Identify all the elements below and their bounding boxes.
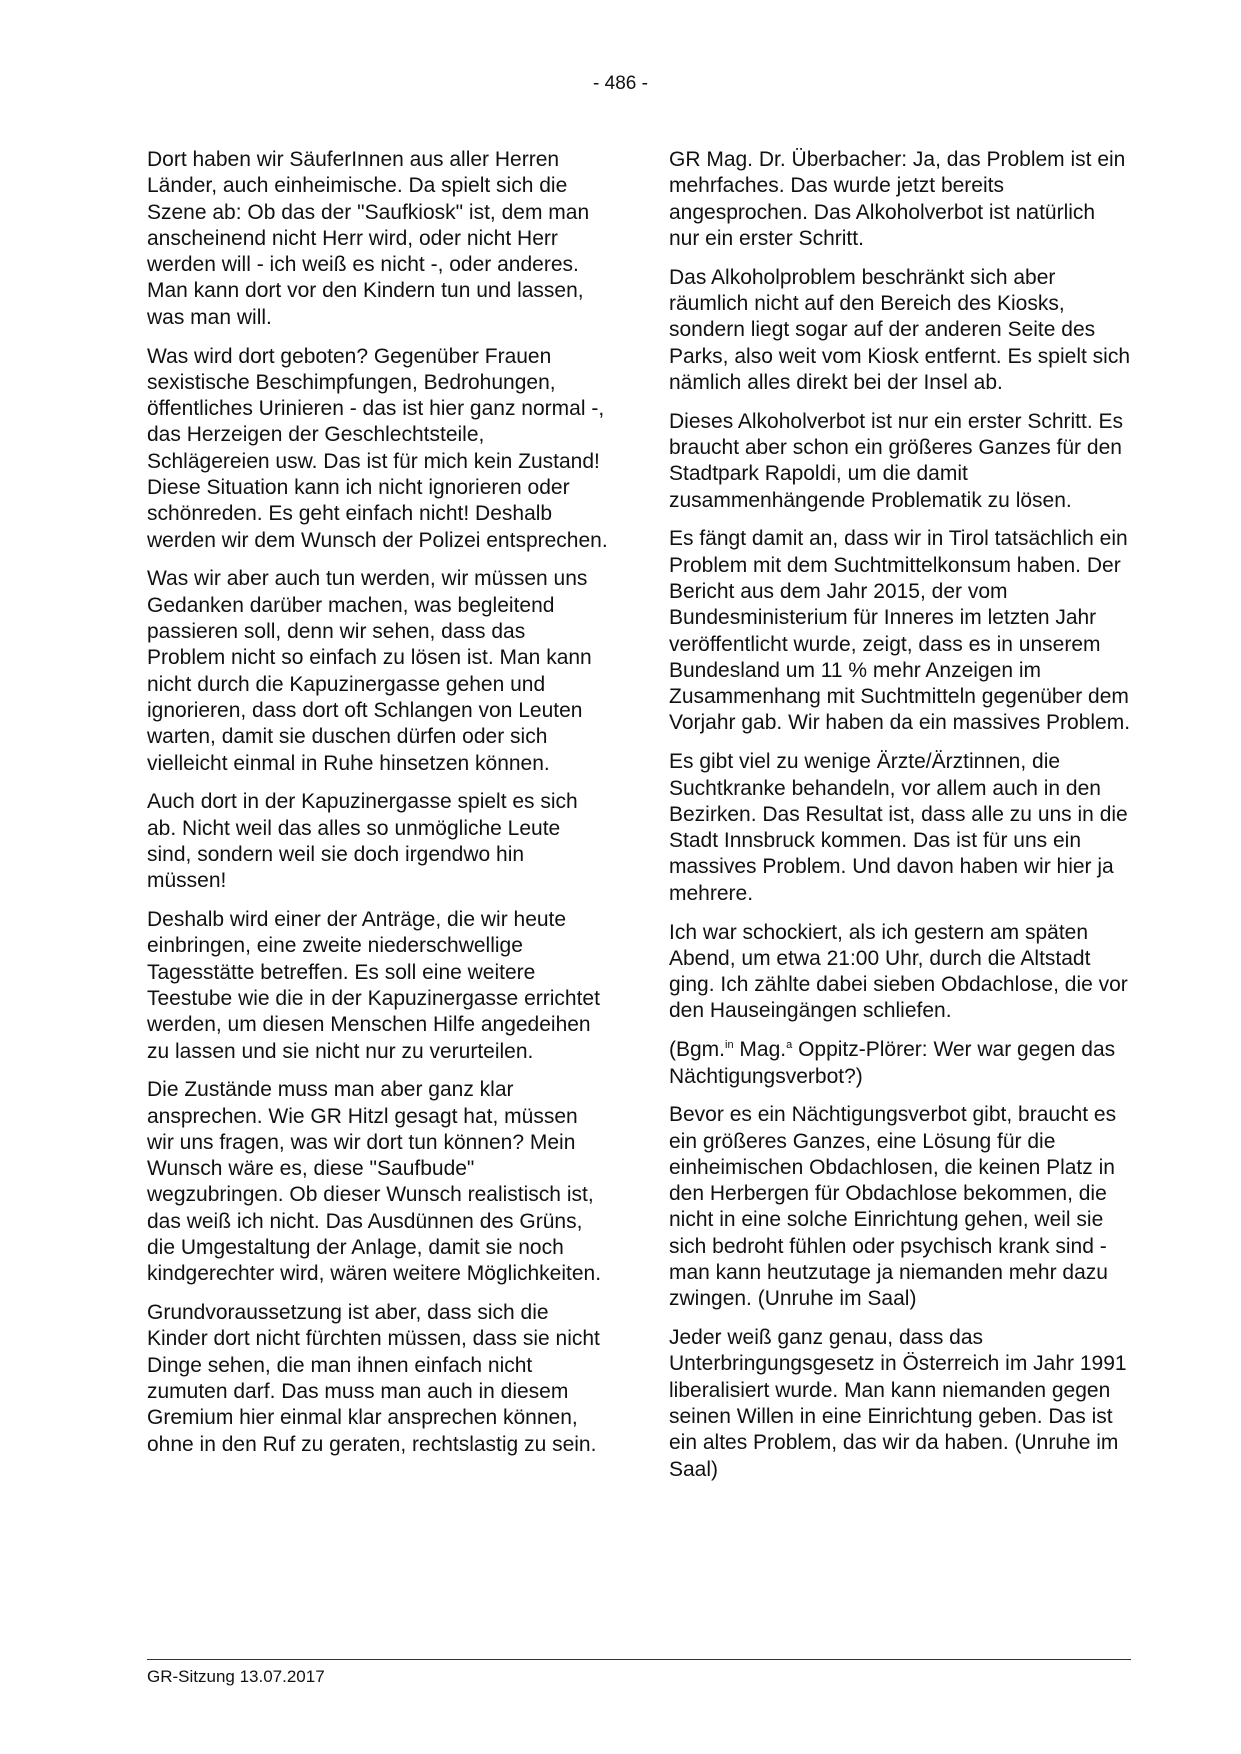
paragraph: Es gibt viel zu wenige Ärzte/Ärztinnen, die Suchtkranke behandeln, vor allem auch in den Bezirken. Das Resultat ist, dass alle zu uns in die Stadt Innsbruck kommen. Das ist für uns ein massives Problem. Und davon haben wir hier ja mehrere. — [669, 750, 1128, 905]
superscript: a — [786, 1039, 793, 1052]
interjection — [669, 1037, 1131, 1090]
paragraph: Ich war schockiert, als ich gestern am späten Abend, um etwa 21:00 Uhr, durch die Altstadt ging. Ich zählte dabei sieben Obdachlose, die vor den Hauseingängen schliefen. — [669, 920, 1128, 1023]
paragraph: Das Alkoholproblem beschränkt sich aber räumlich nicht auf den Bereich des Kiosks, sondern liegt sogar auf der anderen Seite des Parks, also weit vom Kiosk entfernt. Es spielt sich nämlich alles direkt bei der Insel ab. — [669, 265, 1131, 394]
paragraph: Die Zustände muss man aber ganz klar ansprechen. Wie GR Hitzl gesagt hat, müssen wir uns fragen, was wir dort tun können? Mein Wunsch wäre es, diese "Saufbude" wegzubringen. Ob dieser Wunsch realistisch ist, das weiß ich nicht. Das Ausdünnen des Grüns, die Umgestaltung der Anlage, damit sie noch kindgerechter wird, wären weitere Möglichkeiten. — [147, 1078, 602, 1286]
left-column — [147, 147, 609, 1470]
page-number: - 486 - — [593, 73, 648, 94]
paragraph: Deshalb wird einer der Anträge, die wir heute einbringen, eine zweite niederschwellige Tagesstätte betreffen. Es soll eine weitere Teestube wie die in der Kapuzinergasse errichtet werden, um diesen Menschen Hilfe angedeihen zu lassen und sie nicht nur zu verurteilen. — [147, 908, 600, 1063]
right-column — [669, 147, 1131, 1495]
paragraph: Was wird dort geboten? Gegenüber Frauen sexistische Beschimpfungen, Bedrohungen, öffentliches Urinieren - das ist hier ganz normal -, das Herzeigen der Geschlechtsteile, Schlägereien usw. Das ist für mich kein Zustand! Diese Situation kann ich nicht ignorieren oder schönreden. Es geht einfach nicht! Deshalb werden wir dem Wunsch der Polizei entsprechen. — [147, 344, 608, 552]
paragraph: Bevor es ein Nächtigungsverbot gibt, braucht es ein größeres Ganzes, eine Lösung für die einheimischen Obdachlosen, die keinen Platz in den Herbergen für Obdachlose bekommen, die nicht in eine solche Einrichtung gehen, weil sie sich bedroht fühlen oder psychisch krank sind - man kann heutzutage ja niemanden mehr dazu zwingen. (Unruhe im Saal) — [669, 1103, 1117, 1311]
paragraph: Auch dort in der Kapuzinergasse spielt es sich ab. Nicht weil das alles so unmögliche Leute sind, sondern weil sie doch irgendwo hin müssen! — [147, 790, 578, 893]
interjection-rest: Oppitz-Plörer: Wer war gegen das Nächtigungsverbot?) — [669, 1038, 1116, 1088]
interjection-open: (Bgm. — [669, 1038, 726, 1062]
paragraph: Dieses Alkoholverbot ist nur ein erster Schritt. Es braucht aber schon ein größeres Ganzes für den Stadtpark Rapoldi, um die damit zusammenhängende Problematik zu lösen. — [669, 409, 1124, 512]
paragraph: Dort haben wir SäuferInnen aus aller Herren Länder, auch einheimische. Da spielt sich die Szene ab: Ob das der "Saufkiosk" ist, dem man anscheinend nicht Herr wird, oder nicht Herr werden will - ich weiß es nicht -, oder anderes. Man kann dort vor den Kindern tun und lassen, was man will. — [147, 148, 590, 329]
paragraph: Was wir aber auch tun werden, wir müssen uns Gedanken darüber machen, was begleitend passieren soll, denn wir sehen, dass das Problem nicht so einfach zu lösen ist. Man kann nicht durch die Kapuzinergasse gehen und ignorieren, dass dort oft Schlangen von Leuten warten, damit sie duschen dürfen oder sich vielleicht einmal in Ruhe hinsetzen können. — [147, 567, 592, 775]
footer-divider — [147, 1659, 1131, 1660]
paragraph: GR Mag. Dr. Überbacher: Ja, das Problem ist ein mehrfaches. Das wurde jetzt bereits angesprochen. Das Alkoholverbot ist natürlich nur ein erster Schritt. — [669, 148, 1126, 250]
paragraph: Grundvoraussetzung ist aber, dass sich die Kinder dort nicht fürchten müssen, dass sie nicht Dinge sehen, die man ihnen einfach nicht zumuten darf. Das muss man auch in diesem Gremium hier einmal klar ansprechen können, ohne in den Ruf zu geraten, rechtslastig zu sein. — [147, 1301, 600, 1456]
footer-text: GR-Sitzung 13.07.2017 — [147, 1667, 325, 1686]
paragraph: Jeder weiß ganz genau, dass das Unterbringungsgesetz in Österreich im Jahr 1991 liberalisiert wurde. Man kann niemanden gegen seinen Willen in eine Einrichtung geben. Das ist ein altes Problem, das wir da haben. (Unruhe im Saal) — [669, 1326, 1127, 1481]
interjection-mid: Mag. — [733, 1038, 787, 1062]
superscript: in — [725, 1039, 734, 1052]
paragraph: Es fängt damit an, dass wir in Tirol tatsächlich ein Problem mit dem Suchtmittelkonsum haben. Der Bericht aus dem Jahr 2015, der vom Bundesministerium für Inneres im letzten Jahr veröffentlicht wurde, zeigt, dass es in unserem Bundesland um 11 % mehr Anzeigen im Zusammenhang mit Suchtmitteln gegenüber dem Vorjahr gab. Wir haben da ein massives Problem. — [669, 527, 1131, 735]
